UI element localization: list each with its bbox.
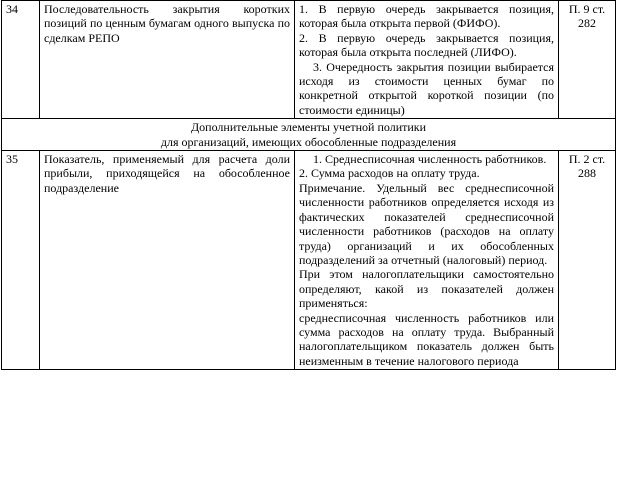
option-text: 2. Сумма расходов на оплату труда.	[299, 166, 480, 181]
element-options	[295, 151, 559, 370]
element-options	[295, 1, 559, 119]
row-number: 35	[2, 151, 40, 370]
element-name: Показатель, применяемый для расчета доли прибыли, приходящейся на обособленное подразделение	[40, 151, 295, 370]
note-text: среднесписочная численность работников или сумма расходов на оплату труда. Выбранный налогоплательщиком показатель должен быть неизменным в течение налогового периода	[299, 310, 554, 368]
section-header-row	[2, 119, 616, 151]
note-text: При этом налогоплательщики самостоятельно определяют, какой из показателей должен применяться:	[299, 267, 554, 311]
element-name: Последовательность закрытия коротких позиций по ценным бумагам одного выпуска по сделкам РЕПО	[40, 1, 295, 119]
option-text: 1. В первую очередь закрывается позиция, которая была открыта первой (ФИФО).	[299, 2, 554, 31]
accounting-policy-table	[1, 0, 616, 370]
table-row	[2, 1, 616, 119]
table-row	[2, 151, 616, 370]
section-header	[2, 119, 616, 151]
section-title-line: для организаций, имеющих обособленные подразделения	[160, 134, 457, 149]
option-text: 2. В первую очередь закрывается позиция, которая была открыта последней (ЛИФО).	[299, 30, 554, 60]
note-text: Примечание. Удельный вес среднесписочной численности работников определяется исходя из фактических показателей среднесписочной численности работников (расходов на оплату труда) организаций и их обособленных подразделений за отчетный (налоговый) период.	[299, 180, 554, 267]
row-number: 34	[2, 1, 40, 119]
tax-code-reference: П. 2 ст. 288	[559, 151, 616, 370]
option-text: 3. Очередность закрытия позиции выбирается исходя из стоимости ценных бумаг по конкретной открытой короткой позиции (по стоимости единицы)	[299, 59, 554, 117]
option-text: 1. Среднесписочная численность работников.	[313, 152, 547, 167]
section-title-line: Дополнительные элементы учетной политики	[190, 120, 427, 135]
tax-code-reference: П. 9 ст. 282	[559, 1, 616, 119]
